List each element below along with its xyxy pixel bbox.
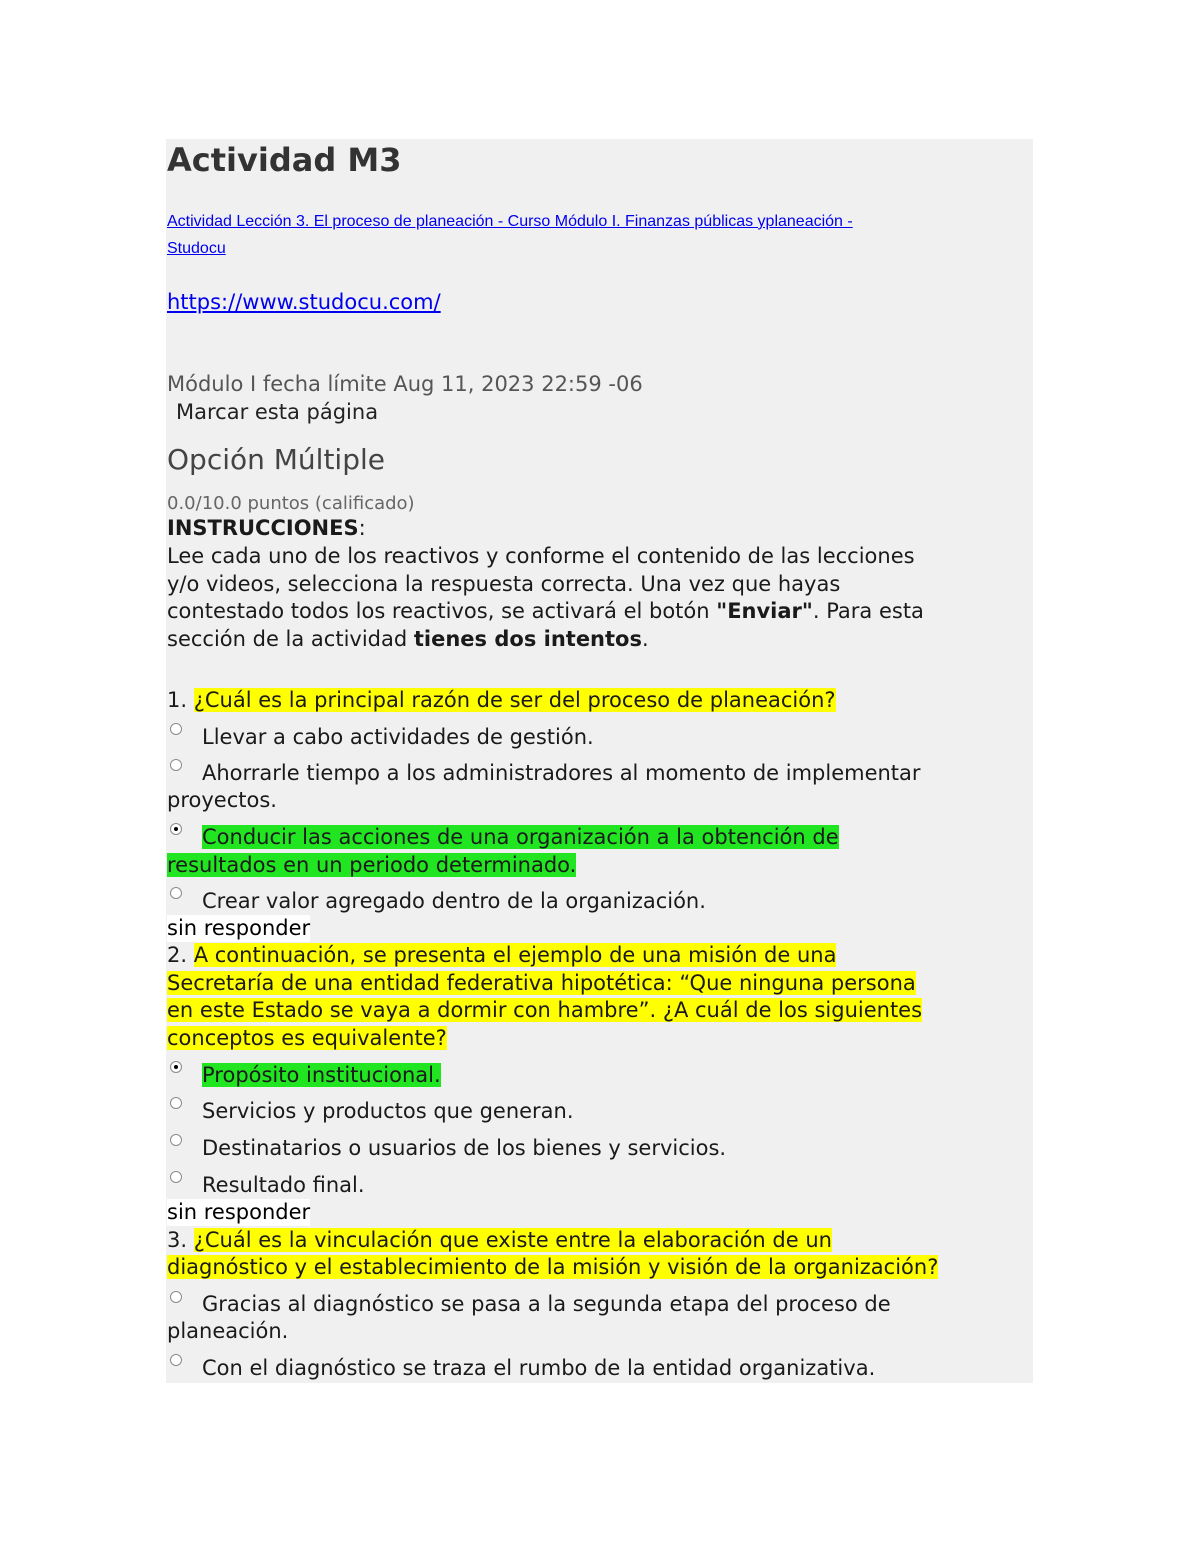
radio-q2-option-4[interactable] — [170, 1171, 182, 1183]
course-link-line1[interactable]: Actividad Lección 3. El proceso de planeación - Curso Módulo I. Finanzas públicas yplaneación - — [167, 213, 853, 230]
instructions-attempts: tienes dos intentos — [413, 627, 642, 651]
option-label: Ahorrarle tiempo a los administradores al momento de implementar — [202, 761, 921, 785]
instructions-text: contestado todos los reactivos, se activará el botón — [167, 599, 717, 623]
option-label: Destinatarios o usuarios de los bienes y servicios. — [202, 1136, 727, 1160]
question-text: A continuación, se presenta el ejemplo de una misión de una — [193, 943, 837, 967]
option-label: planeación. — [167, 1319, 289, 1343]
radio-q1-option-2[interactable] — [170, 759, 182, 771]
radio-q1-option-4[interactable] — [170, 887, 182, 899]
option-label: Resultado final. — [202, 1173, 365, 1197]
option-label: Servicios y productos que generan. — [202, 1099, 574, 1123]
option-label: Crear valor agregado dentro de la organización. — [202, 889, 706, 913]
question-1-prompt — [167, 687, 836, 714]
instructions-text: sección de la actividad — [167, 627, 414, 651]
studocu-url-link[interactable]: https://www.studocu.com/ — [167, 290, 441, 314]
option-label: Gracias al diagnóstico se pasa a la segunda etapa del proceso de — [202, 1292, 891, 1316]
radio-q1-option-1[interactable] — [170, 723, 182, 735]
question-2-prompt-line — [167, 997, 922, 1024]
question-2-prompt-line — [167, 970, 916, 997]
question-number: 3. — [167, 1228, 194, 1252]
instructions-heading-colon: : — [358, 516, 366, 540]
question-text: diagnóstico y el establecimiento de la misión y visión de la organización? — [167, 1255, 939, 1279]
question-2-prompt — [167, 942, 836, 969]
question-3-prompt — [167, 1227, 832, 1254]
question-text: Secretaría de una entidad federativa hipotética: “Que ninguna persona — [167, 971, 916, 995]
instructions-line: Lee cada uno de los reactivos y conforme el contenido de las lecciones — [167, 544, 915, 568]
radio-q2-option-1-selected[interactable] — [170, 1061, 182, 1073]
instructions-text: . — [641, 627, 649, 651]
radio-q3-option-1[interactable] — [170, 1291, 182, 1303]
instructions-heading-text: INSTRUCCIONES — [167, 516, 359, 540]
due-date: Módulo I fecha límite Aug 11, 2023 22:59 -06 — [167, 372, 643, 396]
question-text: ¿Cuál es la vinculación que existe entre la elaboración de un — [193, 1228, 832, 1252]
course-link-line2[interactable]: Studocu — [167, 240, 226, 257]
radio-q2-option-2[interactable] — [170, 1097, 182, 1109]
option-text-correct: Propósito institucional. — [202, 1063, 441, 1087]
answer-status: sin responder — [167, 916, 311, 940]
question-text: ¿Cuál es la principal razón de ser del proceso de planeación? — [193, 688, 836, 712]
instructions-send-label: "Enviar" — [716, 599, 813, 623]
option-text-correct: Conducir las acciones de una organización a la obtención de — [202, 825, 839, 849]
option-label: Llevar a cabo actividades de gestión. — [202, 725, 594, 749]
option-label-correct — [202, 1062, 441, 1089]
question-number: 1. — [167, 688, 194, 712]
option-label-correct — [202, 824, 839, 851]
question-3-prompt-line — [167, 1254, 938, 1281]
radio-selected-dot — [174, 827, 178, 831]
page-title: Actividad M3 — [167, 141, 402, 179]
option-text-correct: resultados en un periodo determinado. — [167, 853, 577, 877]
radio-selected-dot — [174, 1065, 178, 1069]
radio-q2-option-3[interactable] — [170, 1134, 182, 1146]
instructions-text: . Para esta — [812, 599, 924, 623]
answer-status: sin responder — [167, 1200, 311, 1224]
radio-q3-option-2[interactable] — [170, 1354, 182, 1366]
section-title: Opción Múltiple — [167, 443, 385, 476]
option-label-correct — [167, 852, 576, 879]
instructions-heading — [167, 515, 366, 542]
question-2-prompt-line — [167, 1025, 447, 1052]
instructions-line: y/o videos, selecciona la respuesta correcta. Una vez que hayas — [167, 572, 841, 596]
bookmark-page-link[interactable]: Marcar esta página — [176, 400, 379, 424]
instructions-line — [167, 598, 924, 625]
option-label: proyectos. — [167, 788, 277, 812]
points-score: 0.0/10.0 puntos (calificado) — [167, 493, 415, 514]
question-text: en este Estado se vaya a dormir con hambre”. ¿A cuál de los siguientes — [167, 998, 923, 1022]
instructions-line — [167, 626, 649, 653]
question-number: 2. — [167, 943, 194, 967]
option-label: Con el diagnóstico se traza el rumbo de la entidad organizativa. — [202, 1356, 876, 1380]
question-text: conceptos es equivalente? — [167, 1026, 447, 1050]
radio-q1-option-3-selected[interactable] — [170, 823, 182, 835]
